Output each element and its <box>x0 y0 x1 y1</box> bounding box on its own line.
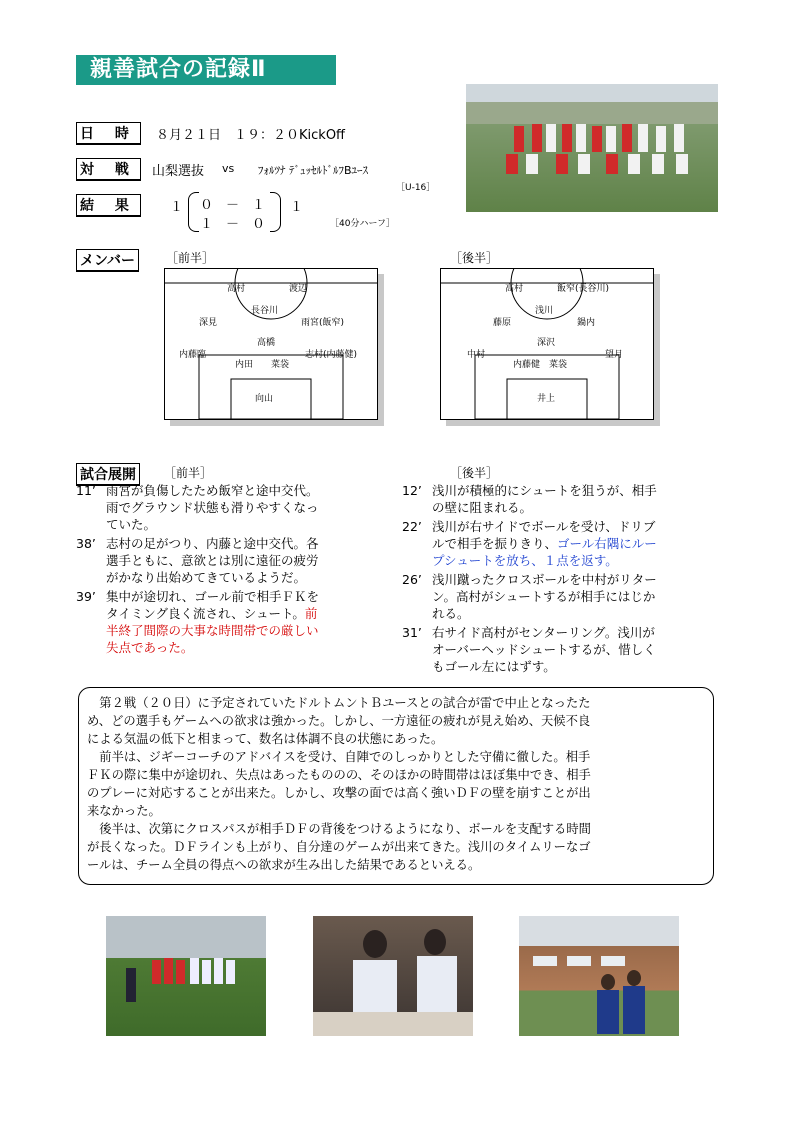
event-minute: 11’ <box>76 483 96 498</box>
formation-first-half <box>164 268 378 420</box>
event-line: ン。高村がシュートするが相手にはじか <box>432 589 656 604</box>
summary-line: 来なかった。 <box>87 804 161 818</box>
event-highlight: ゴール右隅にルー <box>557 536 657 551</box>
development-first-label: ［前半］ <box>164 466 213 480</box>
second-half-members-label: ［後半］ <box>450 251 499 265</box>
event-line: れる。 <box>432 606 470 621</box>
score-bracket-left <box>188 192 199 232</box>
match-home: 山梨選抜 <box>152 164 205 179</box>
summary-line: め、どの選手もゲームへの欲求は強かった。しかし、一方遠征の疲れが見え始め、天候不良 <box>87 714 591 728</box>
event-line: 志村の足がつり、内藤と途中交代。各 <box>106 536 319 551</box>
event-item <box>402 482 722 516</box>
score-note: ［40分ハーフ］ <box>330 219 396 229</box>
first-half-events <box>76 482 376 656</box>
event-minute: 26’ <box>402 572 422 587</box>
pos-dmf: 高橋 <box>257 338 276 348</box>
event-line: もゴール左にはずす。 <box>432 659 556 674</box>
players-figures <box>519 916 679 1036</box>
event-minute: 38’ <box>76 536 96 551</box>
event-highlight: 前 <box>304 606 318 621</box>
event-item <box>402 571 722 622</box>
pos-cb: 内藤健 菜袋 <box>513 360 568 370</box>
event-line-text: ルで相手を振りきり、 <box>432 536 558 551</box>
summary-line: が長くなった。ＤＦラインも上がり、自分達のゲームが出来てきた。浅川のタイムリーなゴ <box>87 840 591 854</box>
event-line: 選手ともに、意欲とは別に遠征の疲労 <box>106 553 319 568</box>
event-line-highlight: プシュートを放ち、１点を返す。 <box>432 553 618 568</box>
match-away-sub: ［U-16］ <box>396 183 436 193</box>
page-title: 親善試合の記録Ⅱ <box>76 55 336 85</box>
event-item <box>402 518 722 569</box>
team-photo <box>466 84 718 212</box>
development-label: 試合展開 <box>76 463 140 486</box>
team-huddle-photo <box>106 916 266 1036</box>
pos-sb-right: 望月 <box>605 350 624 360</box>
formation-second-half <box>440 268 654 420</box>
event-line-highlight: 半終了間際の大事な時間帯での厳しい <box>106 623 319 638</box>
summary-line: による気温の低下と相まって、数名は体調不良の状態にあった。 <box>87 732 444 746</box>
event-line: ていた。 <box>106 517 157 532</box>
event-line: 雨でグラウンド状態も滑りやすくなっ <box>106 500 319 515</box>
players-photo <box>519 916 679 1036</box>
pos-fw-left: 高村 <box>505 284 524 294</box>
date-value: ８月２１日 １９：２０KickOff <box>156 128 346 143</box>
event-minute: 31’ <box>402 625 422 640</box>
bench-photo <box>313 916 473 1036</box>
pos-fw-right: 飯窄(長谷川) <box>557 284 610 294</box>
result-label: 結 果 <box>76 194 141 217</box>
event-item <box>402 624 722 675</box>
pos-omf: 長谷川 <box>251 306 279 316</box>
score-total-away: １ <box>290 200 304 215</box>
event-line: 浅川が積極的にシュートを狙うが、相手 <box>432 483 657 498</box>
event-line: 右サイド高村がセンターリング。浅川が <box>432 625 655 640</box>
event-minute: 12’ <box>402 483 422 498</box>
score-bracket-right <box>270 192 281 232</box>
event-minute: 22’ <box>402 519 422 534</box>
event-item <box>76 482 376 533</box>
score-second-half: １ － ０ <box>200 217 266 232</box>
event-line: オーバーヘッドシュートするが、惜しく <box>432 642 656 657</box>
pos-cb: 内田 菜袋 <box>235 360 290 370</box>
event-item <box>76 535 376 586</box>
date-label: 日 時 <box>76 122 141 145</box>
pos-dmf: 深沢 <box>537 338 556 348</box>
team-photo-figures <box>466 84 718 212</box>
bench-figures <box>313 916 473 1036</box>
event-line: 浅川が右サイドでボールを受け、ドリブ <box>432 519 656 534</box>
summary-line: 第２戦（２０日）に予定されていたドルトムントＢユースとの試合が雷で中止となったた <box>87 696 591 710</box>
first-half-members-label: ［前半］ <box>166 251 215 265</box>
event-line-highlight: 失点であった。 <box>106 640 194 655</box>
huddle-figures <box>106 916 266 1036</box>
event-line: 浅川蹴ったクロスボールを中村がリター <box>432 572 657 587</box>
score-first-half: ０ － １ <box>200 198 266 213</box>
event-line <box>106 605 376 622</box>
pos-sb-left: 内藤臨 <box>179 350 207 360</box>
event-line: 集中が途切れ、ゴール前で相手ＦＫを <box>106 589 320 604</box>
summary-line: 前半は、ジギーコーチのアドバイスを受け、自陣でのしっかりとした守備に徹した。相手 <box>87 750 591 764</box>
match-vs: vs <box>222 162 235 175</box>
event-item <box>76 588 376 656</box>
summary-line: のプレーに対応することが出来た。しかし、攻撃の面では高く強いＤＦの壁を崩すことが出 <box>87 786 591 800</box>
summary-line: ールは、チーム全員の得点への欲求が生み出した結果であるといえる。 <box>87 858 481 872</box>
event-line: の壁に阻まれる。 <box>432 500 533 515</box>
event-minute: 39’ <box>76 589 96 604</box>
score-total-home: １ <box>170 200 184 215</box>
event-line: 雨宮が負傷したため飯窄と途中交代。 <box>106 483 319 498</box>
summary-text <box>87 694 705 874</box>
event-line-text: タイミング良く流され、シュート。 <box>106 606 305 621</box>
members-label: メンバー <box>76 249 139 272</box>
pos-omf: 浅川 <box>535 306 554 316</box>
second-half-events <box>402 482 722 675</box>
development-second-label: ［後半］ <box>450 466 499 480</box>
pos-mf-right: 鍋内 <box>577 318 596 328</box>
event-line: がかなり出始めてきているようだ。 <box>106 570 307 585</box>
summary-line: ＦＫの際に集中が途切れ、失点はあったもののの、そのほかの時間帯はほぼ集中でき、相手 <box>87 768 591 782</box>
pos-fw-left: 高村 <box>227 284 246 294</box>
pos-sb-left: 中村 <box>467 350 486 360</box>
pos-sb-right: 志村(内藤健) <box>305 350 358 360</box>
pos-mf-left: 藤原 <box>493 318 512 328</box>
pos-mf-right: 雨宮(飯窄) <box>301 318 345 328</box>
match-away: ﾌｫﾙﾂﾅ ﾃﾞｭｯｾﾙﾄﾞﾙﾌBﾕｰｽ <box>258 164 369 177</box>
event-line <box>432 535 657 552</box>
summary-box <box>78 687 714 885</box>
pos-gk: 向山 <box>255 394 274 404</box>
pos-gk: 井上 <box>537 394 556 404</box>
summary-line: 後半は、次第にクロスパスが相手ＤＦの背後をつけるようになり、ボールを支配する時間 <box>87 822 591 836</box>
match-label: 対 戦 <box>76 158 141 181</box>
pos-fw-right: 渡辺 <box>289 284 308 294</box>
pos-mf-left: 深見 <box>199 318 218 328</box>
